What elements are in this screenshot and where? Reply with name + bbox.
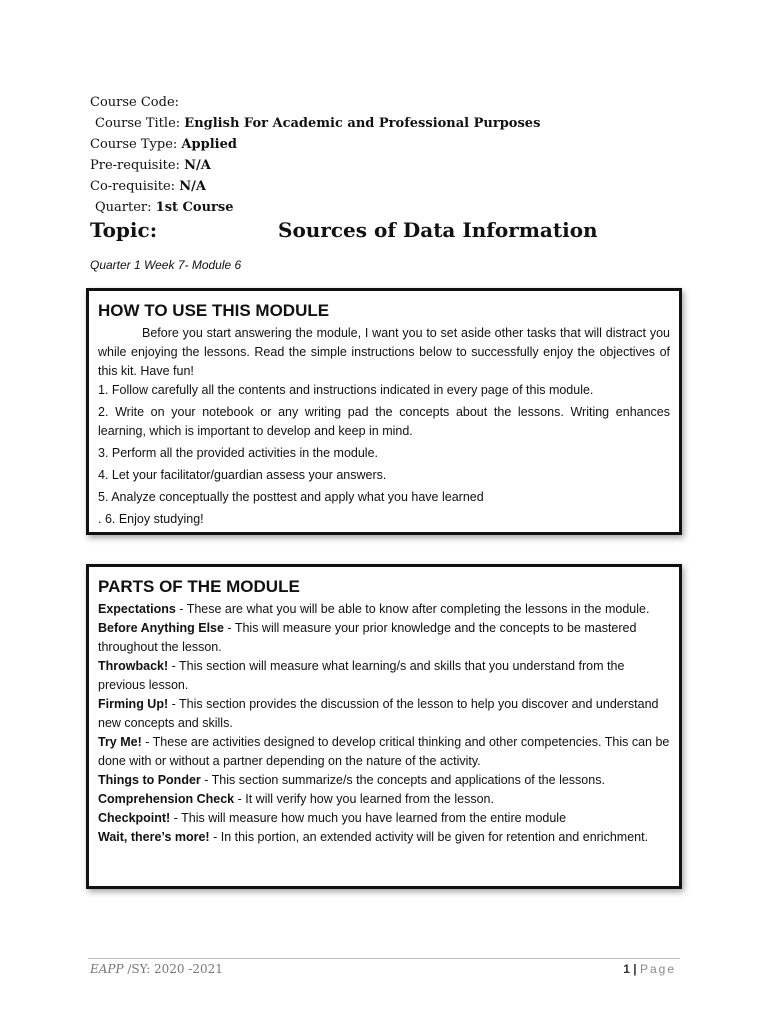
page-number: 1 [623, 962, 630, 976]
part-term: Wait, there’s more! [98, 830, 210, 844]
topic-title: Sources of Data Information [278, 218, 598, 242]
part-term: Checkpoint! [98, 811, 171, 825]
topic-label: Topic: [90, 218, 158, 242]
parts-heading: PARTS OF THE MODULE [98, 577, 300, 596]
prerequisite-value: N/A [184, 158, 211, 173]
course-type-value: Applied [181, 137, 237, 152]
how-to-use-heading: HOW TO USE THIS MODULE [98, 301, 330, 320]
prerequisite-label: Pre-requisite: [90, 158, 180, 173]
part-desc: - This will measure how much you have learned from the entire module [170, 811, 567, 825]
prerequisite-row [90, 155, 540, 176]
part-desc: - In this portion, an extended activity will be given for retention and enrichment. [209, 830, 649, 844]
part-desc: - This will measure your prior knowledge and the concepts to be mastered throughout the lesson. [98, 621, 637, 654]
part-term: Things to Ponder [98, 773, 201, 787]
part-item [98, 733, 670, 771]
part-item [98, 828, 670, 847]
how-to-use-intro: Before you start answering the module, I want you to set aside other tasks that will distract you while enjoying the lessons. Read the simple instructions below to successfully enjoy the objectives of this kit. Have fun! [98, 326, 670, 378]
instruction-item: 2. Write on your notebook or any writing pad the concepts about the lessons. Writing enhances learning, which is important to develop and keep in mind. [98, 405, 670, 438]
instruction-item: . 6. Enjoy studying! [98, 512, 204, 526]
part-item [98, 619, 670, 657]
parts-of-module-box [86, 564, 682, 889]
part-item [98, 771, 670, 790]
part-item [98, 600, 670, 619]
part-term: Try Me! [98, 735, 142, 749]
footer-course-abbrev: EAPP [90, 962, 124, 976]
course-code-label: Course Code: [90, 95, 180, 110]
instruction-item: 5. Analyze conceptually the posttest and apply what you have learned [98, 490, 484, 504]
part-term: Throwback! [98, 659, 169, 673]
course-title-value: English For Academic and Professional Purposes [184, 116, 541, 131]
instruction-item: 3. Perform all the provided activities in the module. [98, 446, 378, 460]
quarter-row [90, 197, 540, 218]
quarter-value: 1st Course [155, 200, 234, 215]
course-info [90, 92, 540, 218]
corequisite-row [90, 176, 540, 197]
instruction-item: 4. Let your facilitator/guardian assess your answers. [98, 468, 387, 482]
part-item [98, 809, 670, 828]
part-term: Firming Up! [98, 697, 169, 711]
quarter-label: Quarter: [95, 200, 152, 215]
page-word: Page [639, 962, 676, 976]
footer-divider [88, 958, 680, 959]
part-desc: - This section summarize/s the concepts and applications of the lessons. [200, 773, 605, 787]
part-term: Before Anything Else [98, 621, 224, 635]
footer-page [623, 962, 676, 976]
footer-school-year [90, 962, 223, 976]
part-term: Comprehension Check [98, 792, 235, 806]
part-desc: - It will verify how you learned from the lesson. [234, 792, 494, 806]
footer-sy: /SY: 2020 -2021 [123, 962, 223, 976]
corequisite-value: N/A [179, 179, 206, 194]
part-item [98, 790, 670, 809]
part-desc: - These are what you will be able to know after completing the lessons in the module. [175, 602, 650, 616]
course-title-row [90, 113, 540, 134]
course-code-row [90, 92, 540, 113]
page-separator: | [629, 962, 640, 976]
part-desc: - This section provides the discussion of the lesson to help you discover and understand new concepts and skills. [98, 697, 659, 730]
part-item [98, 695, 670, 733]
part-item [98, 657, 670, 695]
course-type-row [90, 134, 540, 155]
part-term: Expectations [98, 602, 176, 616]
part-desc: - These are activities designed to develop critical thinking and other competencies. This can be done with or without a partner depending on the nature of the activity. [98, 735, 670, 768]
how-to-use-box [86, 288, 682, 535]
quarter-week-module: Quarter 1 Week 7- Module 6 [90, 258, 242, 272]
course-type-label: Course Type: [90, 137, 178, 152]
part-desc: - This section will measure what learning/s and skills that you understand from the previous lesson. [98, 659, 625, 692]
course-title-label: Course Title: [95, 116, 181, 131]
corequisite-label: Co-requisite: [90, 179, 176, 194]
instruction-item: 1. Follow carefully all the contents and instructions indicated in every page of this module. [98, 383, 594, 397]
